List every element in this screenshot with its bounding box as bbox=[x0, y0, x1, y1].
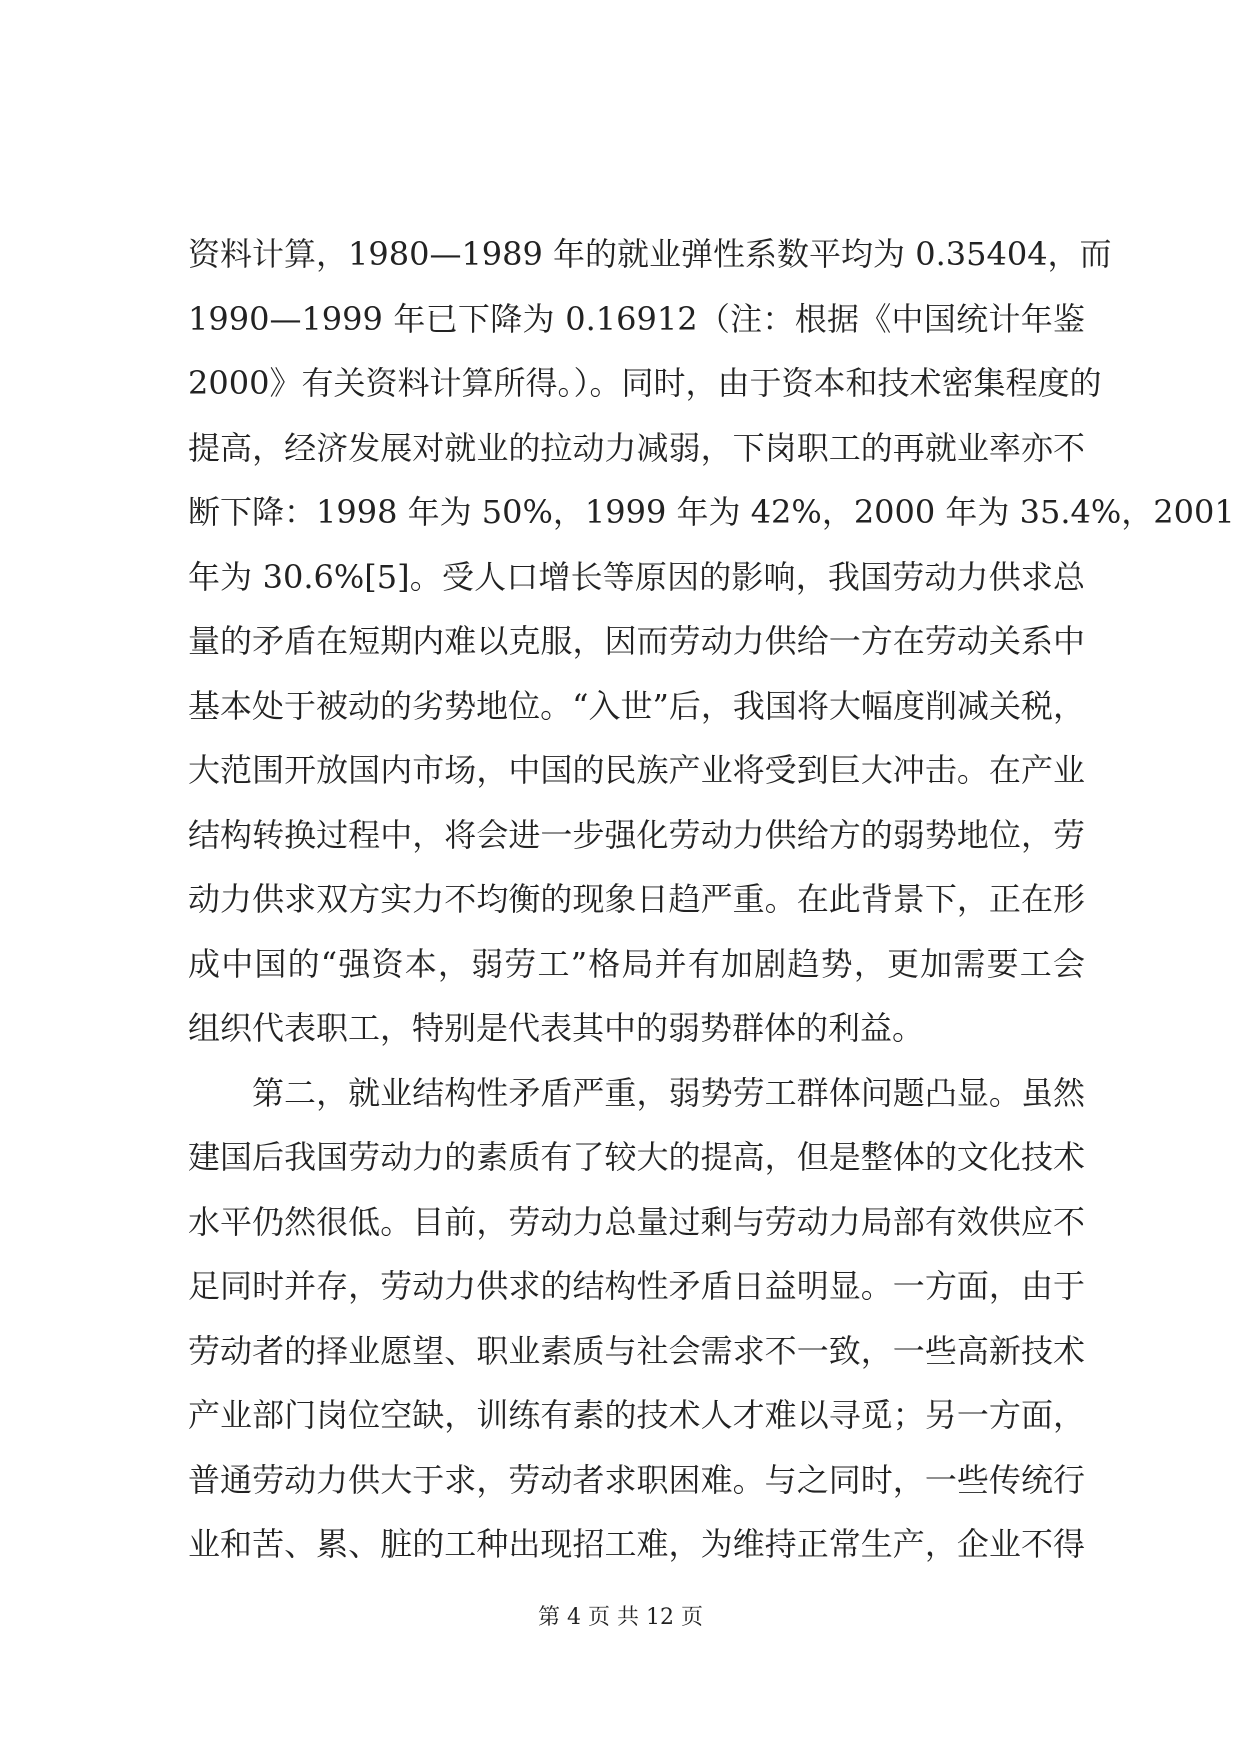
paragraph-1 bbox=[188, 222, 1235, 1061]
text-line: 劳动者的择业愿望、职业素质与社会需求不一致，一些高新技术 bbox=[188, 1331, 1085, 1370]
text-line: 结构转换过程中，将会进一步强化劳动力供给方的弱势地位，劳 bbox=[188, 815, 1085, 854]
text-line: 水平仍然很低。目前，劳动力总量过剩与劳动力局部有效供应不 bbox=[188, 1202, 1085, 1241]
text-line: 提高，经济发展对就业的拉动力减弱，下岗职工的再就业率亦不 bbox=[188, 428, 1085, 467]
text-line: 第二，就业结构性矛盾严重，弱势劳工群体问题凸显。虽然 bbox=[252, 1073, 1085, 1112]
text-line: 普通劳动力供大于求，劳动者求职困难。与之同时，一些传统行 bbox=[188, 1460, 1085, 1499]
text-line: 产业部门岗位空缺，训练有素的技术人才难以寻觅；另一方面， bbox=[188, 1396, 1085, 1434]
text-line: 动力供求双方实力不均衡的现象日趋严重。在此背景下，正在形 bbox=[188, 880, 1085, 918]
text-line: 量的矛盾在短期内难以克服，因而劳动力供给一方在劳动关系中 bbox=[188, 622, 1085, 660]
document-body bbox=[188, 222, 1235, 1577]
text-line: 建国后我国劳动力的素质有了较大的提高，但是整体的文化技术 bbox=[188, 1138, 1085, 1176]
text-line: 基本处于被动的劣势地位。“入世”后，我国将大幅度削减关税， bbox=[188, 686, 1085, 725]
text-line: 业和苦、累、脏的工种出现招工难，为维持正常生产，企业不得 bbox=[188, 1525, 1085, 1563]
text-line: 断下降：1998 年为 50%，1999 年为 42%，2000 年为 35.4%，2001 bbox=[188, 493, 1235, 531]
text-line: 大范围开放国内市场，中国的民族产业将受到巨大冲击。在产业 bbox=[188, 751, 1085, 789]
text-line: 资料计算，1980—1989 年的就业弹性系数平均为 0.35404，而 bbox=[188, 235, 1112, 273]
text-line: 年为 30.6%[5]。受人口增长等原因的影响，我国劳动力供求总 bbox=[188, 557, 1085, 596]
text-line: 1990—1999 年已下降为 0.16912（注：根据《中国统计年鉴 bbox=[188, 299, 1085, 338]
page-number-footer: 第 4 页 共 12 页 bbox=[538, 1605, 703, 1630]
text-line: 组织代表职工，特别是代表其中的弱势群体的利益。 bbox=[188, 1009, 925, 1047]
paragraph-2 bbox=[188, 1061, 1085, 1577]
text-line: 成中国的“强资本，弱劳工”格局并有加剧趋势，更加需要工会 bbox=[188, 944, 1085, 983]
text-line: 足同时并存，劳动力供求的结构性矛盾日益明显。一方面，由于 bbox=[188, 1267, 1085, 1305]
text-line: 2000》有关资料计算所得。）。同时，由于资本和技术密集程度的 bbox=[188, 364, 1102, 402]
